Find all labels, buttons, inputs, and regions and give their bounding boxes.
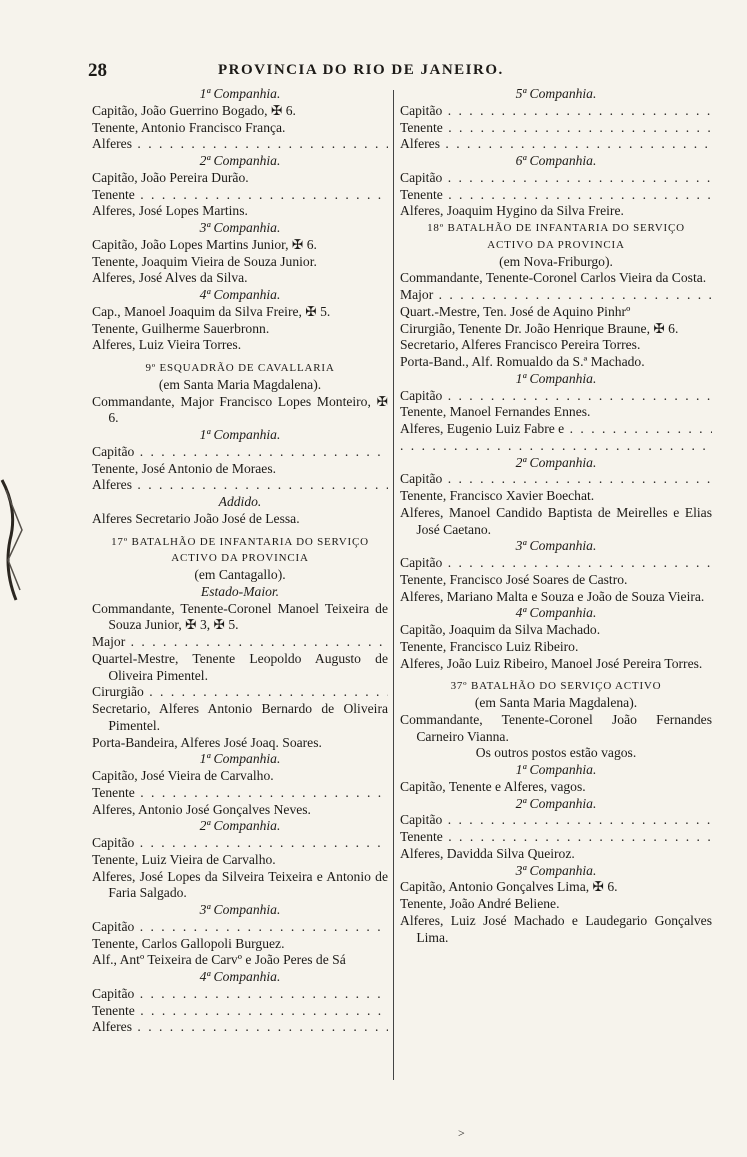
section-heading: 2ª Companhia. — [515, 795, 597, 811]
entry-line: Tenente . . . — [400, 187, 712, 204]
entry-line: Alferes . . . — [92, 1019, 388, 1036]
entry-line: Porta-Band., Alf. Romualdo da S.ª Machado. — [400, 354, 645, 369]
entry-line: Tenente, José Antonio de Moraes. — [92, 460, 277, 476]
entry-line: Commandante, Tenente-Coronel Manoel Teixeira de Souza Junior, ✠ 3, ✠ 5. — [92, 600, 388, 633]
entry-line: Capitão, João Lopes Martins Junior, ✠ 6. — [92, 236, 317, 252]
entry-line: Quart.-Mestre, Ten. José de Aquino Pinhrº — [400, 303, 631, 319]
entry-line: Tenente, Francisco Luiz Ribeiro. — [400, 638, 579, 654]
section-heading: 6ª Companhia. — [515, 153, 597, 168]
entry-line: Alferes, José Alves da Silva. — [92, 270, 248, 286]
right-column — [400, 86, 712, 946]
entry-line: Capitão . . . — [400, 388, 712, 405]
entry-line: Quartel-Mestre, Tenente Leopoldo Augusto de Oliveira Pimentel. — [92, 650, 388, 683]
entry-line: Capitão . . . — [400, 103, 712, 120]
entry-line: Major . . . — [92, 634, 388, 651]
entry-line: Alferes, João Luiz Ribeiro, Manoel José Pereira Torres. — [400, 655, 703, 671]
section-heading: (em Santa Maria Magdalena). — [158, 376, 322, 392]
entry-line: Tenente, Antonio Francisco França. — [92, 119, 286, 135]
entry-line: Secretario, Alferes Francisco Pereira Torres. — [400, 337, 641, 353]
entry-line: Tenente, Francisco Xavier Boechat. — [400, 488, 595, 503]
entry-line: Alferes, Manoel Candido Baptista de Meirelles e Elias José Caetano. — [400, 504, 712, 537]
entry-line: Cirurgião . . . — [92, 684, 388, 701]
section-heading: 2ª Companhia. — [515, 454, 597, 470]
section-heading: 1ª Companhia. — [515, 762, 597, 777]
section-heading: 4ª Companhia. — [199, 969, 281, 984]
entry-line: Alferes, Antonio José Gonçalves Neves. — [92, 801, 311, 817]
entry-line: Major . . . — [400, 287, 712, 304]
entry-line: Commandante, Major Francisco Lopes Monteiro, ✠ 6. — [92, 393, 388, 426]
entry-line: Alferes . . . — [92, 477, 388, 494]
section-heading: 1ª Companhia. — [515, 370, 597, 386]
entry-line: Capitão, João Guerrino Bogado, ✠ 6. — [92, 102, 296, 118]
entry-line: Tenente . . . — [92, 785, 388, 802]
entry-line: Alferes, Luiz Vieira Torres. — [92, 337, 242, 353]
section-heading: 9º ESQUADRÃO DE CAVALLARIA — [145, 362, 335, 374]
entry-line: Capitão . . . — [400, 471, 712, 488]
entry-line: Tenente . . . — [400, 829, 712, 846]
entry-line: Capitão, José Vieira de Carvalho. — [92, 768, 274, 783]
entry-line: Tenente, João André Beliene. — [400, 896, 560, 911]
entry-line: Capitão, Antonio Gonçalves Lima, ✠ 6. — [400, 879, 618, 895]
entry-line: Alferes, Eugenio Luiz Fabre e . . . — [400, 421, 712, 438]
section-heading: 4ª Companhia. — [199, 287, 281, 302]
entry-line: Alferes, José Lopes da Silveira Teixeira e Antonio de Faria Salgado. — [92, 868, 388, 901]
entry-line: Tenente, Carlos Gallopoli Burguez. — [92, 935, 285, 951]
entry-line: Capitão . . . — [92, 986, 388, 1003]
entry-line: Alferes . . . — [400, 136, 712, 153]
entry-line: Commandante, Tenente-Coronel Carlos Vieira da Costa. — [400, 270, 707, 286]
entry-line: Tenente, Francisco José Soares de Castro. — [400, 571, 628, 587]
entry-line: Alferes . . . — [92, 136, 388, 153]
entry-line: Capitão, Tenente e Alferes, vagos. — [400, 778, 586, 794]
entry-line: Tenente, Luiz Vieira de Carvalho. — [92, 851, 276, 867]
running-title: PROVINCIA DO RIO DE JANEIRO. — [218, 62, 504, 78]
entry-line: Alferes, Luiz José Machado e Laudegario Gonçalves Lima. — [400, 912, 712, 945]
entry-line: Porta-Bandeira, Alferes José Joaq. Soares. — [92, 734, 322, 750]
section-heading: 1ª Companhia. — [199, 427, 281, 442]
entry-line: Alferes, Joaquim Hygino da Silva Freire. — [400, 203, 624, 219]
section-heading: 3ª Companhia. — [199, 220, 281, 235]
foot-mark: > — [458, 1126, 465, 1140]
entry-line: Alferes, Mariano Malta e Souza e João de Souza Vieira. — [400, 588, 705, 604]
entry-line: Capitão . . . — [400, 170, 712, 187]
section-heading: Estado-Maior. — [200, 583, 280, 599]
section-heading: ACTIVO DA PROVINCIA — [171, 552, 309, 565]
entry-line: Secretario, Alferes Antonio Bernardo de Oliveira Pimentel. — [92, 701, 388, 733]
section-heading: (em Santa Maria Magdalena). — [474, 695, 638, 710]
entry-line: Cirurgião, Tenente Dr. João Henrique Braune, ✠ 6. — [400, 320, 679, 336]
section-heading: 3ª Companhia. — [199, 902, 281, 917]
section-heading: 5ª Companhia. — [515, 86, 597, 101]
entry-line: Alferes Secretario João José de Lessa. — [92, 510, 300, 526]
entry-line: Cap., Manoel Joaquim da Silva Freire, ✠ 5. — [92, 303, 331, 319]
entry-line: Commandante, Tenente-Coronel João Fernandes Carneiro Vianna. — [400, 711, 712, 744]
entry-line: Capitão . . . — [92, 444, 388, 461]
section-heading: 37º BATALHÃO DO SERVIÇO ACTIVO — [450, 680, 662, 693]
entry-line: Tenente, Joaquim Vieira de Souza Junior. — [92, 253, 317, 269]
entry-line: Alf., Antº Teixeira de Carvº e João Peres de Sá — [92, 952, 346, 968]
column-divider — [393, 90, 394, 1080]
section-heading: 2ª Companhia. — [199, 153, 281, 168]
entry-line: Capitão . . . — [92, 919, 388, 936]
page-number: 28 — [88, 60, 107, 81]
section-heading: (em Nova-Friburgo). — [499, 253, 613, 269]
entry-line: Tenente, Manoel Fernandes Ennes. — [400, 404, 591, 420]
entry-line: Tenente . . . — [92, 187, 388, 204]
entry-line: Tenente . . . — [400, 120, 712, 137]
section-heading: (em Cantagallo). — [194, 567, 286, 582]
section-heading: 2ª Companhia. — [199, 818, 281, 834]
entry-line: Alferes, José Lopes Martins. — [92, 203, 248, 219]
binding-edge-mark — [0, 470, 28, 610]
section-heading: 18º BATALHÃO DE INFANTARIA DO SERVIÇO — [427, 222, 685, 234]
left-column — [92, 86, 388, 1036]
entry-line: Capitão, João Pereira Durão. — [92, 169, 249, 185]
section-heading: 3ª Companhia. — [515, 538, 597, 554]
section-heading: Addido. — [218, 494, 262, 509]
page-header — [88, 60, 588, 82]
section-heading: 17º BATALHÃO DE INFANTARIA DO SERVIÇO — [111, 535, 369, 548]
entry-line: Capitão . . . — [400, 812, 712, 829]
section-heading: ACTIVO DA PROVINCIA — [487, 238, 625, 251]
entry-line: Alferes, Davidda Silva Queiroz. — [400, 845, 575, 861]
section-heading: 4ª Companhia. — [515, 605, 597, 621]
entry-line: Capitão . . . — [400, 555, 712, 572]
entry-line — [400, 438, 712, 455]
entry-line: Capitão, Joaquim da Silva Machado. — [400, 622, 601, 637]
entry-line: Tenente . . . — [92, 1003, 388, 1020]
section-heading: 1ª Companhia. — [199, 86, 281, 101]
entry-line: Capitão . . . — [92, 835, 388, 852]
section-heading: 1ª Companhia. — [199, 751, 281, 767]
section-heading: Os outros postos estão vagos. — [475, 745, 637, 761]
entry-line: Tenente, Guilherme Sauerbronn. — [92, 320, 270, 336]
section-heading: 3ª Companhia. — [515, 862, 597, 878]
